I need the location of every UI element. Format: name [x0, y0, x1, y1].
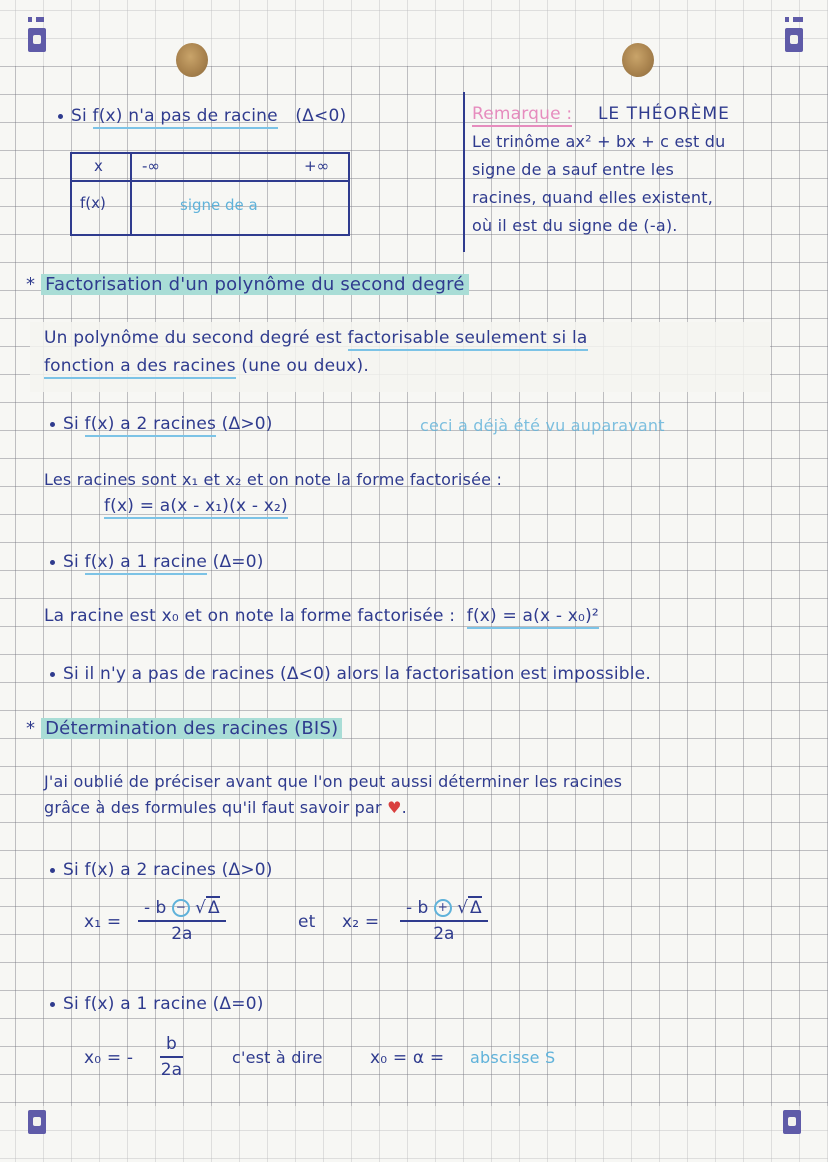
- top-margin: [0, 0, 828, 66]
- x2-denominator: 2a: [433, 924, 455, 944]
- corner-mark-top-right-icon: [785, 28, 803, 52]
- explanation-two-roots: Les racines sont x₁ et x₂ et on note la forme factorisée :: [44, 470, 503, 489]
- table-header-x: x: [94, 157, 103, 175]
- bullet-icon: [50, 422, 55, 427]
- vertical-divider: [463, 92, 465, 252]
- delta-text: (Δ<0): [295, 106, 347, 126]
- minus-b: - b: [406, 898, 429, 918]
- delta-text: (Δ=0): [212, 552, 264, 572]
- x1-label: x₁ =: [84, 912, 122, 932]
- x0-fraction: [160, 1034, 183, 1080]
- corner-mark-bottom-left-icon: [28, 1110, 46, 1134]
- bullet-icon: [50, 1002, 55, 1007]
- section-heading-factorisation: [26, 274, 469, 295]
- condition-text: f(x) a 2 racines: [85, 414, 217, 437]
- punch-hole-left: [176, 43, 208, 77]
- connector-cest-a-dire: c'est à dire: [232, 1048, 323, 1067]
- x0-label: x₀ = -: [84, 1048, 134, 1068]
- intro-line-2: [44, 356, 369, 376]
- factorised-formula-one-root: f(x) = a(x - x₀)²: [467, 606, 599, 629]
- condition-text: f(x) n'a pas de racine: [93, 106, 278, 129]
- bullet-icon: [58, 114, 63, 119]
- remark-line: Le trinôme ax² + bx + c est du: [472, 132, 726, 151]
- sqrt-delta: Δ: [470, 898, 482, 918]
- aside-note: ceci a déjà été vu auparavant: [420, 416, 665, 435]
- section-title: Factorisation d'un polynôme du second degré: [41, 274, 469, 295]
- x0-denominator: 2a: [160, 1060, 183, 1080]
- explanation-text: La racine est x₀ et on note la forme factorisée :: [44, 606, 456, 626]
- case-no-root-line: [58, 106, 346, 126]
- x2-label: x₂ =: [342, 912, 380, 932]
- remark-header: [472, 104, 730, 124]
- roots-case-one-line: [50, 994, 264, 1014]
- corner-mark-top-left-icon: [28, 28, 46, 52]
- intro-text: grâce à des formules qu'il faut savoir par: [44, 798, 382, 817]
- bullet-label: Si: [63, 994, 79, 1014]
- corner-mark-dot-icon: [36, 17, 44, 22]
- remark-title: LE THÉORÈME: [597, 104, 730, 124]
- minus-circled-icon: −: [172, 899, 190, 917]
- section-title: Détermination des racines (BIS): [41, 718, 342, 739]
- table-sign-value: signe de a: [180, 196, 258, 214]
- intro-underlined-text: factorisable seulement si la: [348, 328, 588, 351]
- sign-table: [70, 152, 350, 236]
- table-plus-infinity: +∞: [304, 157, 330, 175]
- remark-line: signe de a sauf entre les: [472, 160, 675, 179]
- corner-mark-bottom-right-icon: [783, 1110, 801, 1134]
- roots-case-two-line: [50, 860, 273, 880]
- corner-mark-dot-icon: [793, 17, 803, 22]
- delta-text: (Δ>0): [221, 414, 273, 434]
- sqrt-delta: Δ: [208, 898, 220, 918]
- x1-denominator: 2a: [171, 924, 193, 944]
- connector-et: et: [298, 912, 316, 932]
- corner-mark-dot-icon: [785, 17, 789, 22]
- explanation-one-root: [44, 606, 599, 626]
- bullet-icon: [50, 560, 55, 565]
- bullet-icon: [50, 868, 55, 873]
- table-row-divider: [72, 180, 348, 182]
- plus-circled-icon: +: [434, 899, 452, 917]
- factorised-formula-two-roots: f(x) = a(x - x₁)(x - x₂): [104, 496, 288, 519]
- star-icon: *: [26, 274, 36, 295]
- intro-end: .: [401, 798, 407, 817]
- bottom-margin: [0, 1106, 828, 1162]
- corner-mark-dot-icon: [28, 17, 32, 22]
- roots-intro-line-2: [44, 798, 407, 817]
- punch-hole-right: [622, 43, 654, 77]
- x0-numerator: b: [160, 1034, 183, 1058]
- section-heading-roots: [26, 718, 342, 739]
- x1-fraction: [138, 898, 226, 944]
- case-none-text: Si il n'y a pas de racines (Δ<0) alors la factorisation est impossible.: [63, 664, 651, 684]
- condition-text: f(x) a 2 racines (Δ>0): [84, 860, 273, 880]
- condition-text: f(x) a 1 racine: [85, 552, 207, 575]
- table-minus-infinity: -∞: [142, 157, 160, 175]
- bullet-label: Si: [71, 106, 87, 126]
- remark-line: racines, quand elles existent,: [472, 188, 714, 207]
- intro-line-1: [44, 328, 588, 348]
- condition-text: f(x) a 1 racine (Δ=0): [84, 994, 264, 1014]
- roots-intro-line-1: J'ai oublié de préciser avant que l'on peut aussi déterminer les racines: [44, 772, 623, 791]
- intro-text: Un polynôme du second degré est: [44, 328, 342, 348]
- x2-fraction: [400, 898, 488, 944]
- bullet-label: Si: [63, 414, 79, 434]
- minus-b: - b: [144, 898, 167, 918]
- remark-label: Remarque :: [472, 104, 572, 127]
- case-one-root-line: [50, 552, 264, 572]
- x1-numerator: - b − √ Δ: [138, 898, 226, 922]
- bullet-label: Si: [63, 860, 79, 880]
- star-icon: *: [26, 718, 36, 739]
- intro-underlined-text: fonction a des racines: [44, 356, 236, 379]
- x2-numerator: - b + √ Δ: [400, 898, 488, 922]
- table-header-fx: f(x): [80, 194, 106, 212]
- abscisse-note: abscisse S: [470, 1048, 556, 1067]
- intro-text: (une ou deux).: [235, 356, 369, 376]
- bullet-icon: [50, 672, 55, 677]
- heart-icon: ♥: [387, 798, 402, 817]
- bullet-label: Si: [63, 552, 79, 572]
- remark-line: où il est du signe de (-a).: [472, 216, 678, 235]
- case-no-root-factorisation: [50, 664, 651, 684]
- x0-equality: x₀ = α =: [370, 1048, 445, 1068]
- case-two-roots-line: [50, 414, 273, 434]
- table-column-divider: [130, 154, 132, 234]
